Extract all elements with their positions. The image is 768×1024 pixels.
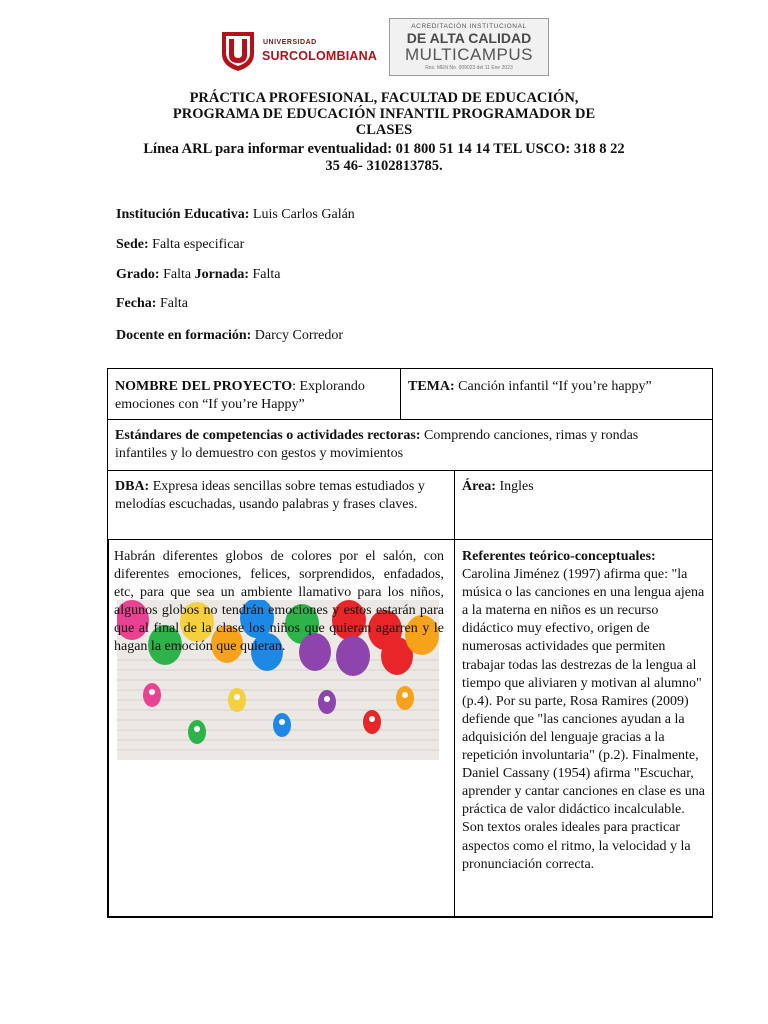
referentes-label: Referentes teórico-conceptuales:: [462, 549, 656, 564]
shield-icon: [220, 30, 256, 72]
grado-line: [116, 267, 281, 283]
area-label: Área:: [462, 479, 496, 494]
arl-line1: Línea ARL para informar eventualidad: 01 800 51 14 14 TEL USCO: 318 8 22: [143, 141, 625, 157]
title-line2: PROGRAMA DE EDUCACIÓN INFANTIL PROGRAMADOR DE: [172, 106, 596, 122]
dba-value: Expresa ideas sencillas sobre temas estudiados y melodías escuchadas, usando palabras y frases claves.: [115, 479, 425, 512]
accreditation-seal: [389, 18, 549, 76]
institucion-line: [116, 207, 355, 223]
sede-value: Falta especificar: [148, 237, 245, 252]
university-small-label: UNIVERSIDAD: [263, 39, 317, 46]
jornada-label: Jornada:: [194, 267, 250, 282]
referentes-text: Carolina Jiménez (1997) afirma que: "la música o las canciones en una lengua ajena a la materna en niños es un recurso didáctico muy efectivo, origen de numerosas actividades que permiten trabajar todas las destrezas de la lengua al tiempo que aliviaren y motivan al alumno" (p.4). Por su parte, Rosa Ramires (2009) defiende que "las canciones ayudan a la adquisición del lenguaje gracias a la repetición involuntaria" (p.2). Finalmente, Daniel Cassany (1954) afirma "Escuchar, aprender y cantar canciones en clase es una práctica de valor didáctico incalculable. Son textos orales ideales para practicar aspectos como el ritmo, la velocidad y la pronunciación correcta.: [462, 567, 705, 872]
accreditation-line4: Res. MEN No. 009023 del 11 Ene 2023: [425, 65, 513, 71]
area-cell: [454, 470, 713, 540]
proyecto-label: NOMBRE DEL PROYECTO: [115, 379, 293, 394]
header-logos: [0, 18, 768, 80]
title-line3: CLASES: [355, 122, 413, 138]
accreditation-line1: ACREDITACIÓN INSTITUCIONAL: [411, 23, 527, 30]
docente-line: [116, 328, 343, 344]
institucion-value: Luis Carlos Galán: [249, 207, 355, 222]
estandares-label: Estándares de competencias o actividades rectoras:: [115, 428, 421, 443]
grado-label: Grado:: [116, 267, 160, 282]
dba-label: DBA:: [115, 479, 150, 494]
sede-line: [116, 237, 244, 253]
proyecto-cell: [107, 368, 401, 420]
tema-cell: [400, 368, 713, 420]
sede-label: Sede:: [116, 237, 149, 252]
university-logo: [220, 30, 385, 74]
tema-label: TEMA:: [408, 379, 455, 394]
fecha-value: Falta: [156, 296, 188, 311]
tema-value: Canción infantil “If you’re happy”: [454, 379, 652, 394]
accreditation-line2: DE ALTA CALIDAD: [406, 30, 532, 46]
dba-cell: [107, 470, 455, 540]
document-title: [130, 90, 638, 138]
actividad-text: Habrán diferentes globos de colores por el salón, con diferentes emociones, felices, sorprendidos, enfadados, etc, para que sea un ambiente llamativo para los niños, algunos globos no tendrán emociones y estos estarán para que al final de la clase los niños que quieran agarren y le hagan la emoción que quieran.: [114, 549, 444, 654]
proyecto-value: : Explorando emociones con “If you’re Happy”: [115, 379, 365, 412]
fecha-line: [116, 296, 188, 312]
institucion-label: Institución Educativa:: [116, 207, 250, 222]
title-line1: PRÁCTICA PROFESIONAL, FACULTAD DE EDUCACIÓN,: [189, 90, 579, 106]
grado-value: Falta: [159, 267, 195, 282]
university-name: SURCOLOMBIANA: [262, 49, 378, 63]
estandares-value: Comprendo canciones, rimas y rondas infantiles y lo demuestro con gestos y movimientos: [115, 428, 639, 461]
docente-label: Docente en formación:: [116, 328, 252, 343]
referentes-cell: [454, 539, 713, 918]
arl-line2: 35 46- 3102813785.: [325, 158, 443, 174]
accreditation-line3: MULTICAMPUS: [405, 45, 533, 64]
fecha-label: Fecha:: [116, 296, 157, 311]
arl-info: [106, 141, 662, 175]
estandares-cell: [107, 419, 713, 471]
jornada-value: Falta: [249, 267, 281, 282]
area-value: Ingles: [495, 479, 534, 494]
docente-value: Darcy Corredor: [251, 328, 344, 343]
